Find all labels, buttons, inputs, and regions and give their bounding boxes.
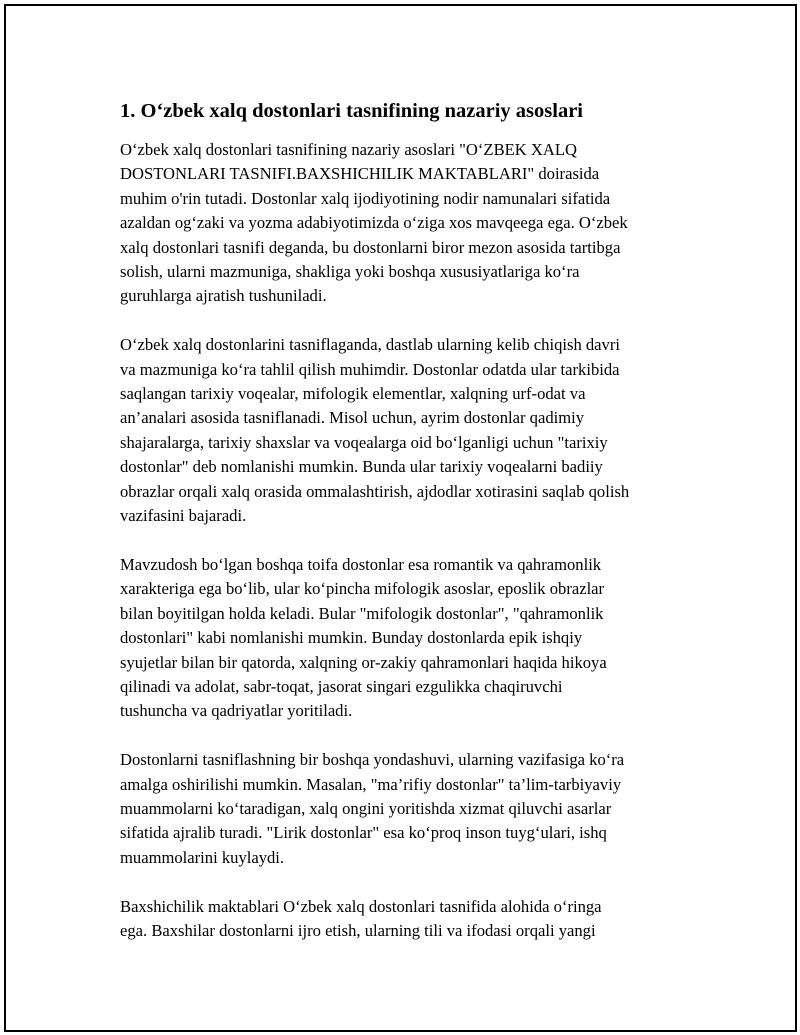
- paragraph-line: xarakteriga ega bo‘lib, ular ko‘pincha mifologik asoslar, eposlik obrazlar: [120, 579, 605, 599]
- paragraph-line: bilan boyitilgan holda keladi. Bular "mifologik dostonlar", "qahramonlik: [120, 603, 604, 623]
- paragraph: [120, 333, 700, 528]
- paragraph-line: va mazmuniga ko‘ra tahlil qilish muhimdir. Dostonlar odatda ular tarkibida: [120, 359, 620, 379]
- paragraph-list: [120, 138, 700, 943]
- paragraph-line: syujetlar bilan bir qatorda, xalqning or-zakiy qahramonlari haqida hikoya: [120, 652, 607, 672]
- paragraph-line: shajaralarga, tarixiy shaxslar va voqealarga oid bo‘lganligi uchun "tarixiy: [120, 432, 608, 452]
- paragraph-line: O‘zbek xalq dostonlarini tasniflaganda, dastlab ularning kelib chiqish davri: [120, 335, 620, 355]
- paragraph-line: dostonlar" deb nomlanishi mumkin. Bunda ular tarixiy voqealarni badiiy: [120, 457, 603, 477]
- paragraph-line: Dostonlarni tasniflashning bir boshqa yondashuvi, ularning vazifasiga ko‘ra: [120, 750, 625, 770]
- paragraph-line: guruhlarga ajratish tushuniladi.: [120, 286, 327, 306]
- document-body: [120, 98, 700, 968]
- page-frame: [4, 4, 797, 1032]
- paragraph-line: muammolarni ko‘taradigan, xalq ongini yoritishda xizmat qiluvchi asarlar: [120, 798, 612, 818]
- paragraph: [120, 748, 700, 870]
- paragraph-line: solish, ularni mazmuniga, shakliga yoki boshqa xususiyatlariga ko‘ra: [120, 262, 580, 282]
- paragraph-line: an’analari asosida tasniflanadi. Misol uchun, ayrim dostonlar qadimiy: [120, 408, 585, 428]
- paragraph: [120, 895, 700, 944]
- paragraph-line: muhim o'rin tutadi. Dostonlar xalq ijodiyotining nodir namunalari sifatida: [120, 188, 611, 208]
- paragraph: [120, 138, 700, 309]
- section-heading: 1. O‘zbek xalq dostonlari tasnifining nazariy asoslari: [120, 100, 584, 122]
- paragraph-line: xalq dostonlari tasnifi deganda, bu dostonlarni biror mezon asosida tartibga: [120, 237, 621, 257]
- paragraph-line: O‘zbek xalq dostonlari tasnifining nazariy asoslari "O‘ZBEK XALQ: [120, 140, 577, 159]
- paragraph-line: obrazlar orqali xalq orasida ommalashtirish, ajdodlar xotirasini saqlab qolish: [120, 481, 630, 501]
- paragraph-line: dostonlari" kabi nomlanishi mumkin. Bunday dostonlarda epik ishqiy: [120, 628, 583, 648]
- paragraph: [120, 553, 700, 724]
- paragraph-line: tushuncha va qadriyatlar yoritiladi.: [120, 701, 353, 721]
- paragraph-line: qilinadi va adolat, sabr-toqat, jasorat singari ezgulikka chaqiruvchi: [120, 676, 563, 696]
- paragraph-line: muammolarini kuylaydi.: [120, 847, 285, 867]
- paragraph-line: azaldan og‘zaki va yozma adabiyotimizda o‘ziga xos mavqeega ega. O‘zbek: [120, 213, 628, 233]
- paragraph-line: vazifasini bajaradi.: [120, 506, 247, 526]
- paragraph-line: amalga oshirilishi mumkin. Masalan, "ma’rifiy dostonlar" ta’lim-tarbiyaviy: [120, 774, 622, 794]
- paragraph-line: Mavzudosh bo‘lgan boshqa toifa dostonlar esa romantik va qahramonlik: [120, 554, 602, 574]
- paragraph-line: sifatida ajralib turadi. "Lirik dostonlar" esa ko‘proq inson tuyg‘ulari, ishq: [120, 823, 607, 843]
- paragraph-line: saqlangan tarixiy voqealar, mifologik elementlar, xalqning urf-odat va: [120, 384, 586, 404]
- paragraph-line: ega. Baxshilar dostonlarni ijro etish, ularning tili va ifodasi orqali yangi: [120, 920, 596, 940]
- paragraph-line: Baxshichilik maktablari O‘zbek xalq dostonlari tasnifida alohida o‘ringa: [120, 896, 602, 916]
- paragraph-line: DOSTONLARI TASNIFI.BAXSHICHILIK MAKTABLARI" doirasida: [120, 164, 600, 184]
